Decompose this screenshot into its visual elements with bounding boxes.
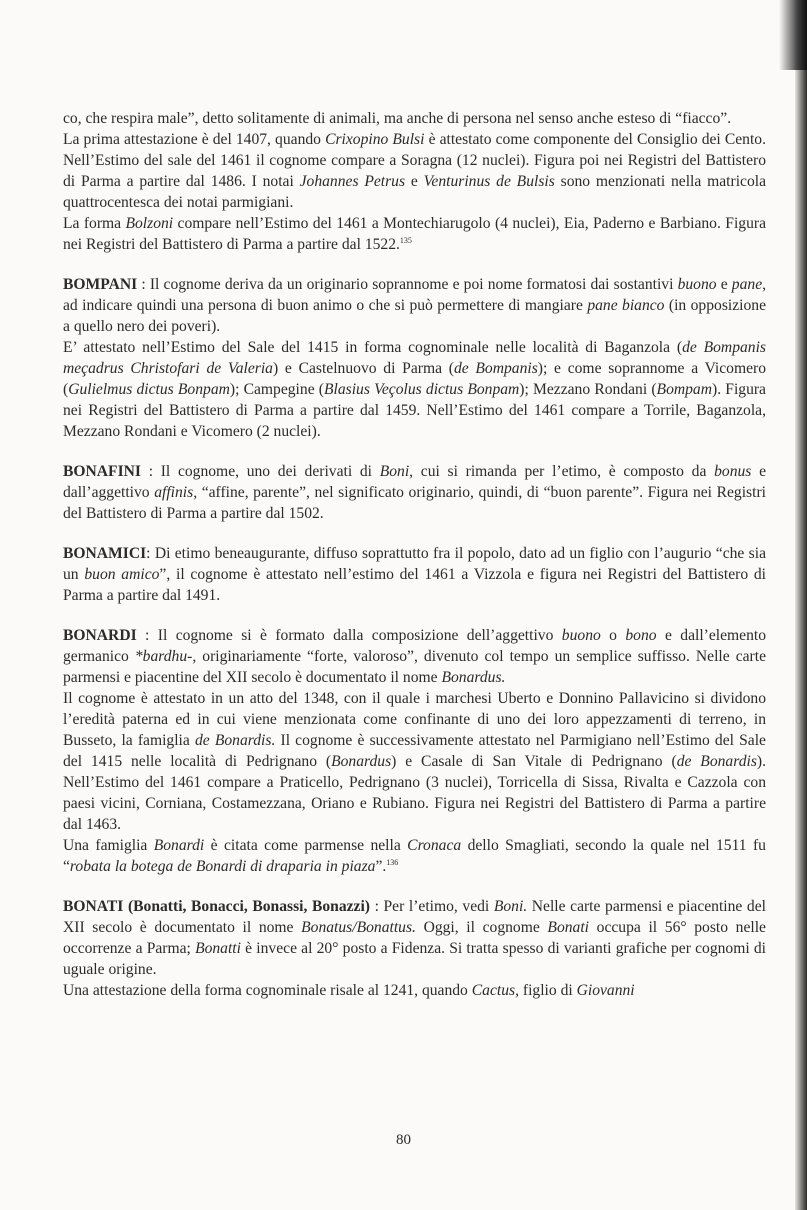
entry-headword: BOMPANI (63, 276, 138, 293)
intro-paragraph (63, 213, 766, 255)
text-run: : Di etimo beneaugurante, diffuso soprattutto fra il popolo, dato ad un figlio con l’augurio “che sia un (63, 545, 766, 583)
text-run: : Il cognome deriva da un originario soprannome e poi nome formatosi dai sostantivi (137, 276, 678, 293)
text-run: occupa il 56° posto nelle occorrenze a Parma; (63, 919, 766, 957)
text-run: Una attestazione della forma cognominale risale al 1241, quando (63, 982, 472, 999)
italic-text: Bonardus. (441, 669, 506, 686)
text-run: co, che respira male”, detto solitamente di animali, ma anche di persona nel senso anche esteso di “fiacco”. (63, 110, 732, 127)
italic-text: Bompam (656, 381, 712, 398)
page-body (63, 108, 766, 1001)
entry-bonamici (63, 543, 766, 606)
italic-text: Bonatti (195, 940, 241, 957)
entry-paragraph (63, 543, 766, 606)
entry-headword: BONARDI (63, 627, 137, 644)
italic-text: affinis, (154, 484, 198, 501)
text-run: è invece al 20° posto a Fidenza. Si tratta spesso di varianti grafiche per cognomi di uguale origine. (63, 940, 766, 978)
entry-headword: BONAFINI (63, 463, 141, 480)
text-run: : Il cognome, uno dei derivati di (140, 463, 380, 480)
entry-paragraph (63, 461, 766, 524)
text-run: Nelle carte parmensi e piacentine del XII secolo è documentato il nome (63, 898, 766, 936)
italic-text: robata la botega de Bonardi di draparia in piaza (69, 858, 376, 875)
entry-paragraph (63, 337, 766, 442)
text-run: compare nell’Estimo del 1461 a Montechiarugolo (4 nuclei), Eia, Paderno e Barbiano. Figura nei Registri del Battistero di Parma a partire dal 1522. (63, 215, 766, 253)
italic-text: *bardhu-, (134, 648, 197, 665)
text-run: e (716, 276, 732, 293)
text-run: originariamente “forte, valoroso”, divenuto col tempo un semplice suffisso. Nelle carte parmensi e piacentine del XII secolo è documentato il nome (63, 648, 766, 686)
text-run: è attestato come componente del Consiglio dei Cento. Nell’Estimo del sale del 1461 il cognome compare a Soragna (12 nuclei). Figura poi nei Registri del Battistero di Parma a partire dal 1486. I notai (63, 131, 767, 190)
italic-text: Boni, (379, 463, 414, 480)
text-run: e (405, 173, 424, 190)
text-run: Una famiglia (63, 837, 154, 854)
text-run: cui si rimanda per l’etimo, è composto da (413, 463, 715, 480)
italic-text: Bonardi (153, 837, 205, 854)
text-run: ); e come soprannome a Vicomero ( (63, 360, 766, 398)
entry-bonafini (63, 461, 766, 524)
italic-text: de Bompanis (453, 360, 538, 377)
text-run: La forma (63, 215, 126, 232)
entry-bonati (63, 896, 766, 1001)
text-run: e dall’elemento germanico (63, 627, 766, 665)
footnote-ref: 136 (386, 857, 399, 867)
text-run: “affine, parente”, nel significato originario, quindi, di “buon parente”. Figura nei Registri del Battistero di Parma a partire dal 1502. (63, 484, 766, 522)
entry-paragraph (63, 980, 766, 1001)
italic-text: Bolzoni (125, 215, 174, 232)
text-run: : Il cognome si è formato dalla composizione dell’aggettivo (136, 627, 562, 644)
text-run: La prima attestazione è del 1407, quando (63, 131, 326, 148)
text-run: Il cognome è successivamente attestato nel Parmigiano nell’Estimo del Sale del 1415 nelle località di Pedrignano ( (63, 732, 766, 770)
entry-headword: BONATI (Bonatti, Bonacci, Bonassi, Bonazzi) (63, 898, 370, 915)
italic-text: Boni. (493, 898, 528, 915)
entry-bompani (63, 274, 766, 442)
italic-text: buono (561, 627, 601, 644)
entry-headword: BONAMICI (63, 545, 147, 562)
italic-text: de Bonardis (676, 753, 757, 770)
text-run: ) e Casale di San Vitale di Pedrignano ( (391, 753, 677, 770)
entry-paragraph (63, 274, 766, 337)
italic-text: Bonardus (331, 753, 392, 770)
text-run: : Per l’etimo, vedi (370, 898, 494, 915)
book-corner-shadow (779, 0, 807, 70)
entry-paragraph (63, 625, 766, 688)
italic-text: pane bianco (587, 297, 665, 314)
italic-text: Blasius Veçolus dictus Bonpam (323, 381, 520, 398)
footnote-ref: 135 (399, 235, 412, 245)
text-run: ) e Castelnuovo di Parma ( (272, 360, 454, 377)
text-run: Il cognome è attestato in un atto del 1348, con il quale i marchesi Uberto e Donnino Pallavicino si dividono l’eredità paterna ed in cui viene menzionata come confinante di uno dei loro appezzamenti di terreno, in Busseto, la famiglia (63, 690, 766, 749)
text-run: è citata come parmense nella (204, 837, 408, 854)
page-number: 80 (396, 1132, 411, 1148)
italic-text: buono (677, 276, 717, 293)
italic-text: de Bonardis. (194, 732, 276, 749)
entry-bonardi (63, 625, 766, 877)
italic-text: Bonati (547, 919, 590, 936)
italic-text: pane, (731, 276, 767, 293)
text-run: ”, il cognome è attestato nell’estimo del 1461 a Vizzola e figura nei Registri del Battistero di Parma a partire dal 1491. (63, 566, 766, 604)
surname-entries (63, 255, 766, 1001)
text-run: e dall’aggettivo (63, 463, 766, 501)
italic-text: buon amico (84, 566, 160, 583)
italic-text: Johannes Petrus (299, 173, 406, 190)
entry-spacer (63, 442, 766, 461)
book-binding-shadow (795, 0, 807, 1210)
italic-text: de Bompanis meçadrus Christofari de Valeria (63, 339, 766, 377)
entry-paragraph (63, 688, 766, 835)
italic-text: bonus (714, 463, 752, 480)
text-run: ); Mezzano Rondani ( (519, 381, 657, 398)
italic-text: bono (625, 627, 657, 644)
text-run: ad indicare quindi una persona di buon animo o che si può permettere di mangiare (63, 297, 588, 314)
text-run: ”. (375, 858, 387, 875)
entry-spacer (63, 524, 766, 543)
text-run: (in opposizione a quello nero dei poveri). (63, 297, 766, 335)
italic-text: Cactus, (471, 982, 519, 999)
text-run: Oggi, il cognome (415, 919, 548, 936)
entry-spacer (63, 877, 766, 896)
italic-text: Cronaca (407, 837, 462, 854)
text-run: o (600, 627, 626, 644)
text-run: dello Smagliati, secondo la quale nel 1511 fu “ (63, 837, 766, 875)
intro-paragraph (63, 129, 766, 213)
italic-text: Gulielmus dictus Bonpam (68, 381, 230, 398)
text-run: sono menzionati nella matricola quattrocentesca dei notai parmigiani. (63, 173, 767, 211)
italic-text: Giovanni (576, 982, 635, 999)
intro-paragraph (63, 108, 766, 129)
italic-text: Bonatus/Bonattus. (301, 919, 416, 936)
text-run: ); Campegine ( (229, 381, 324, 398)
text-run: ). Figura nei Registri del Battistero di Parma a partire dal 1459. Nell’Estimo del 1461 compare a Torrile, Baganzola, Mezzano Rondani e Vicomero (2 nuclei). (63, 381, 766, 440)
entry-paragraph (63, 835, 766, 877)
text-run: E’ attestato nell’Estimo del Sale del 1415 in forma cognominale nelle località di Baganzola ( (63, 339, 683, 356)
text-run: figlio di (518, 982, 577, 999)
italic-text: Venturinus de Bulsis (423, 173, 555, 190)
italic-text: Crixopino Bulsi (325, 131, 425, 148)
text-run: ). Nell’Estimo del 1461 compare a Praticello, Pedrignano (3 nuclei), Torricella di Sissa, Rivalta e Cazzola con paesi vicini, Corniana, Costamezzana, Oriano e Rubiano. Figura nei Registri del Battistero di Parma a partire dal 1463. (63, 753, 766, 833)
entry-paragraph (63, 896, 766, 980)
entry-spacer (63, 255, 766, 274)
entry-spacer (63, 606, 766, 625)
